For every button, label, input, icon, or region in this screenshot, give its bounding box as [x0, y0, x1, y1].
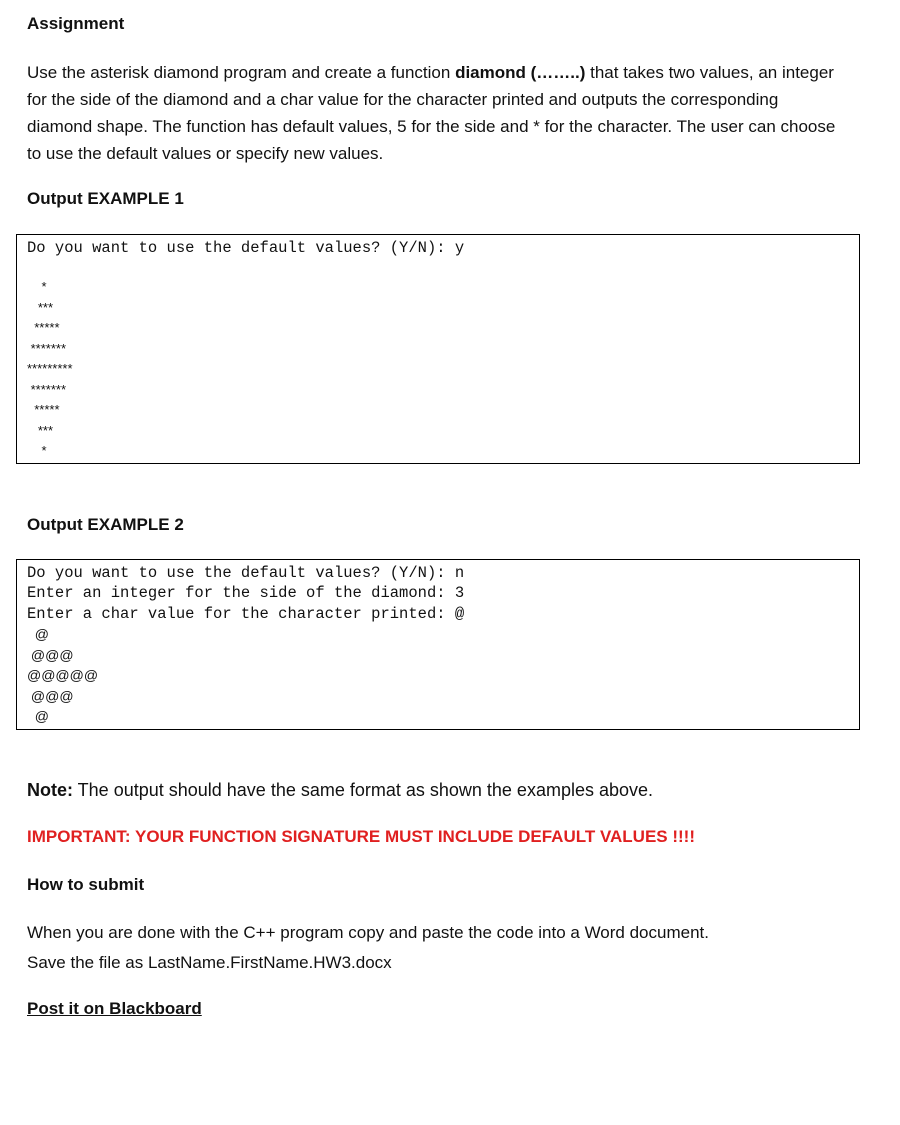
example2-output-box: [16, 559, 860, 730]
example1-heading: Output EXAMPLE 1: [27, 189, 184, 208]
function-name: diamond (……..): [455, 63, 586, 82]
example2-line: Enter a char value for the character printed: @: [27, 605, 465, 623]
diamond-row: @@@@@: [27, 667, 99, 683]
note-label: Note:: [27, 780, 73, 800]
diamond-row: @@@: [27, 687, 74, 704]
page-title: Assignment: [27, 14, 125, 33]
diamond-row: *******: [27, 340, 67, 356]
submit-line-1: When you are done with the C++ program copy and paste the code into a Word document.: [27, 923, 709, 942]
example2-line: Enter an integer for the side of the diamond: 3: [27, 584, 465, 602]
diamond-row: *: [27, 279, 47, 294]
intro-text-2: that takes two values, an integer for the side of the diamond and a char value for the character printed and outputs the corresponding diamond shape. The function has default values, 5 for the side and * for the character. The user can choose to use the default values or specify new values.: [27, 63, 836, 163]
diamond-row: ***: [27, 299, 54, 315]
diamond-row: ***: [27, 422, 54, 438]
important-notice: IMPORTANT: YOUR FUNCTION SIGNATURE MUST INCLUDE DEFAULT VALUES !!!!: [27, 827, 696, 846]
example1-output-box: [16, 234, 860, 464]
diamond-row: *********: [27, 361, 73, 376]
intro-paragraph: [27, 59, 847, 167]
diamond-row: @: [27, 708, 49, 724]
note: [27, 780, 653, 801]
submit-line-2: Save the file as LastName.FirstName.HW3.docx: [27, 953, 392, 972]
diamond-row: @@@: [27, 646, 74, 663]
example2-line: Do you want to use the default values? (Y/N): n: [27, 564, 465, 582]
example2-heading: Output EXAMPLE 2: [27, 515, 184, 534]
intro-text-1: Use the asterisk diamond program and create a function: [27, 63, 456, 82]
blackboard-link[interactable]: Post it on Blackboard: [27, 999, 202, 1018]
diamond-row: *: [27, 443, 47, 458]
submit-heading: How to submit: [27, 875, 145, 894]
diamond-row: *****: [27, 320, 60, 335]
diamond-row: *******: [27, 381, 67, 397]
diamond-row: @: [27, 626, 49, 642]
example1-prompt: Do you want to use the default values? (Y/N): y: [27, 239, 465, 257]
diamond-row: *****: [27, 402, 60, 417]
note-text: The output should have the same format as shown the examples above.: [73, 780, 654, 800]
